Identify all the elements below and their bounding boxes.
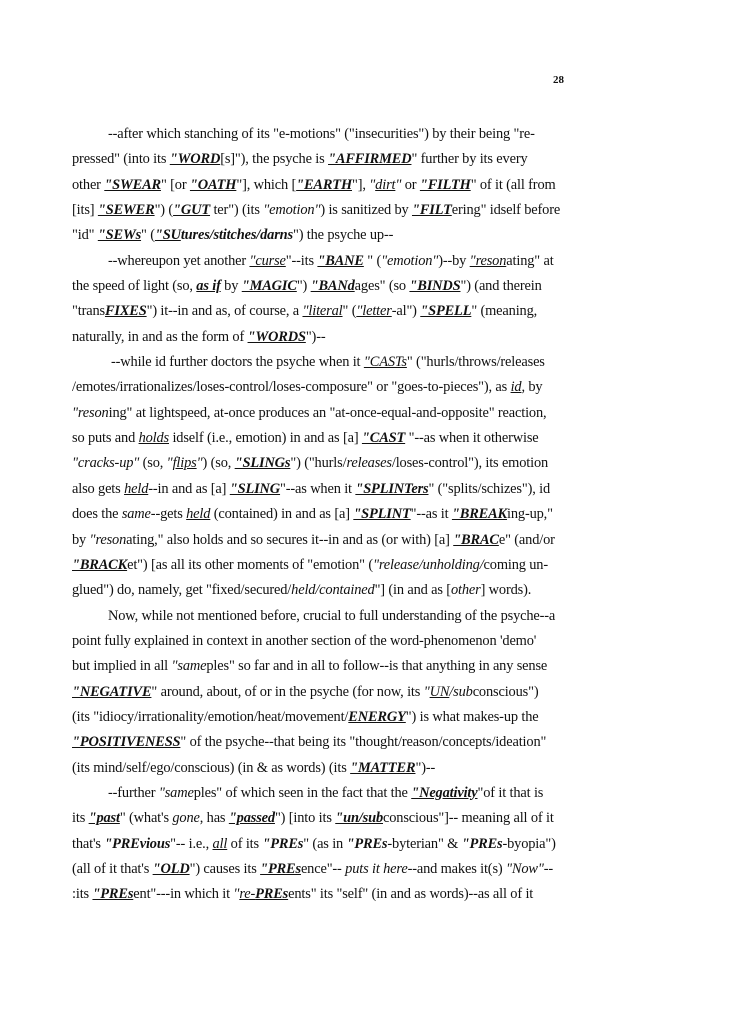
document-body (72, 122, 576, 908)
text-line: (its mind/self/ego/conscious) (in & as words) (its "MATTER")-- (72, 759, 436, 776)
text-line: that's "PREvious"-- i.e., all of its "PREs" (as in "PREs-byterian" & "PREs-byopia") (72, 835, 556, 852)
text-line: --after which stanching of its "e-motions" ("insecurities") by their being "re- (108, 126, 535, 142)
text-line: the speed of light (so, as if by "MAGIC") "BANdages" (so "BINDS") (and therein (72, 278, 542, 295)
page-number: 28 (553, 74, 564, 86)
text-line: glued") do, namely, get "fixed/secured/held/contained"] (in and as [other] words). (72, 582, 532, 599)
text-line: "BRACKet") [as all its other moments of "emotion" ("release/unholding/coming un- (72, 556, 548, 573)
text-line: "transFIXES") it--in and as, of course, a "literal" ("letter-al") "SPELL" (meaning, (72, 303, 538, 320)
text-line: :its "PREsent"---in which it "re-PREsents" its "self" (in and as words)--as all of it (72, 886, 534, 903)
text-line: other "SWEAR" [or "OATH"], which ["EARTH"], "dirt" or "FILTH" of it (all from (72, 176, 556, 193)
text-line: "NEGATIVE" around, about, of or in the psyche (for now, its "UN/subconscious") (72, 683, 539, 700)
text-line: so puts and holds idself (i.e., emotion) in and as [a] "CAST "--as when it otherwise (72, 430, 539, 447)
text-line: but implied in all "sameples" so far and in all to follow--is that anything in any sense (72, 658, 548, 675)
text-line: also gets held--in and as [a] "SLING"--as when it "SPLINTers" ("splits/schizes"), id (72, 480, 551, 497)
text-line: "resoning" at lightspeed, at-once produces an "at-once-equal-and-opposite" reaction, (72, 404, 547, 421)
text-line: --further "sameples" of which seen in the fact that the "Negativity"of it that is (108, 784, 544, 801)
text-line: pressed" (into its "WORD[s]"), the psyche is "AFFIRMED" further by its every (72, 151, 528, 168)
text-line: "POSITIVENESS" of the psyche--that being its "thought/reason/concepts/ideation" (72, 734, 547, 751)
text-line: does the same--gets held (contained) in and as [a] "SPLINT"--as it "BREAKing-up," (72, 506, 553, 523)
text-line: naturally, in and as the form of "WORDS")-- (72, 328, 326, 345)
text-line: --while id further doctors the psyche when it "CASTs" ("hurls/throws/releases (111, 354, 545, 371)
text-line: point fully explained in context in another section of the word-phenomenon 'demo' (72, 632, 537, 649)
text-line: by "resonating," also holds and so secures it--in and as (or with) [a] "BRACe" (and/or (72, 531, 555, 548)
text-line: (all of it that's "OLD") causes its "PREsence"-- puts it here--and makes it(s) "Now"-- (72, 860, 554, 877)
text-line: "cracks-up" (so, "flips") (so, "SLINGs") ("hurls/releases/loses-control"), its emotion (72, 455, 549, 472)
text-line: (its "idiocy/irrationality/emotion/heat/movement/ENERGY") is what makes-up the (72, 708, 539, 725)
text-line: /emotes/irrationalizes/loses-control/loses-composure" or "goes-to-pieces"), as id, by (72, 379, 543, 396)
text-line: [its] "SEWER") ("GUT ter") (its "emotion") is sanitized by "FILTering" idself before (72, 202, 561, 219)
text-line: --whereupon yet another "curse"--its "BANE " ("emotion")--by "resonating" at (108, 252, 554, 269)
text-line: "id" "SEWs" ("SUtures/stitches/darns") the psyche up-- (72, 227, 394, 244)
text-line: Now, while not mentioned before, crucial to full understanding of the psyche--a (108, 607, 556, 624)
text-line: its "past" (what's gone, has "passed") [into its "un/subconscious"]-- meaning all of it (72, 810, 554, 827)
